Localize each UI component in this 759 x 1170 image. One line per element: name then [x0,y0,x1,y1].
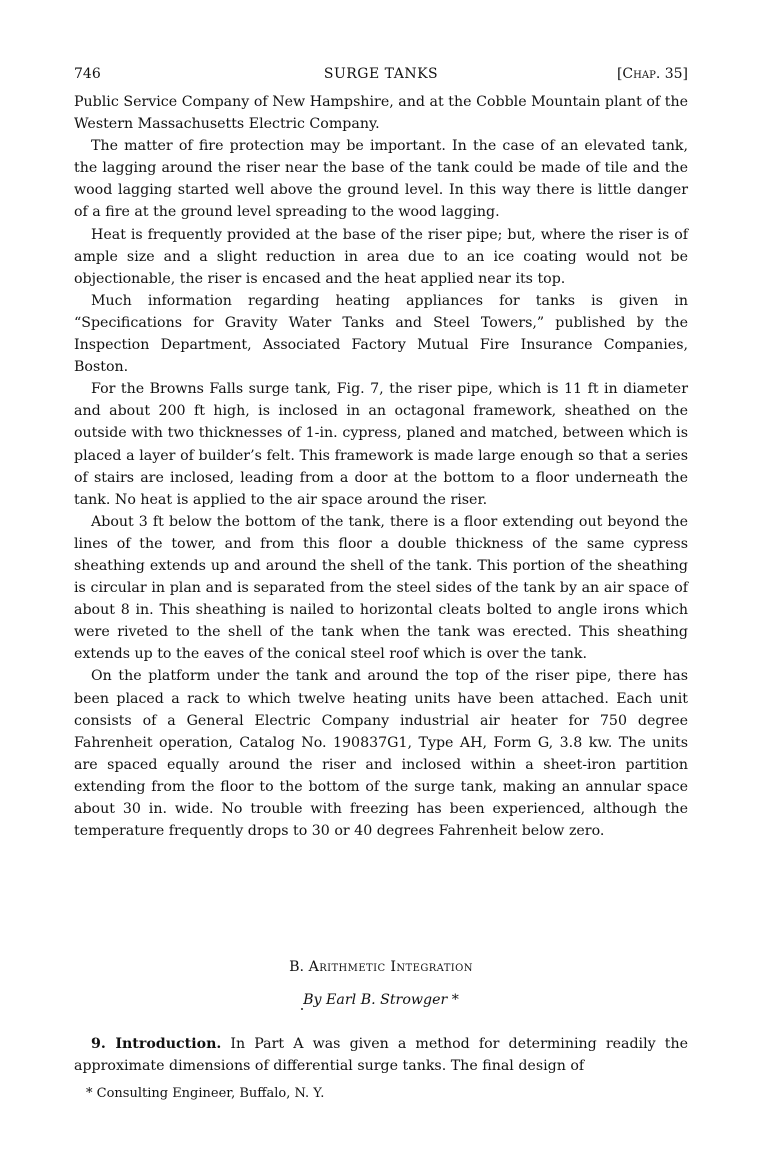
section-heading [74,959,688,975]
paragraph: Heat is frequently provided at the base of the riser pipe; but, where the riser is of ample size and a slight reduction in area due to an ice coating would not be objectionable, the riser is encased and the heat applied near its top. [74,226,688,287]
intro-heading: 9. Introduction. [91,1036,222,1052]
running-head [74,66,688,88]
footnote: * Consulting Engineer, Buffalo, N. Y. [86,1086,325,1101]
body-text [74,91,688,842]
section-letter: B. [289,959,305,975]
author-byline: By Earl B. Strowger * [303,992,459,1008]
paragraph: Much information regarding heating appliances for tanks is given in “Specifications for Gravity Water Tanks and Steel Towers,” published by the Inspection Department, Associated Factory Mutual Fire Insurance Companies, Boston. [74,292,688,376]
running-title: SURGE TANKS [323,66,439,82]
intro-text: In Part A was given a method for determining readily the approximate dimensions of differential surge tanks. The final design of [74,1036,688,1075]
page-number: 746 [74,66,101,82]
paragraph: Public Service Company of New Hampshire, and at the Cobble Mountain plant of the Western Massachusetts Electric Company. [74,94,688,133]
paragraph: On the platform under the tank and around the top of the riser pipe, there has been placed a rack to which twelve heating units have been attached. Each unit consists of a General Electric Company industrial air heater for 750 degree Fahrenheit operation, Catalog No. 190837G1, Type AH, Form G, 3.8 kw. The units are spaced equally around the riser and inclosed within a sheet-iron partition extending from the floor to the bottom of the surge tank, making an annular space about 30 in. wide. No trouble with freezing has been experienced, although the temperature frequently drops to 30 or 40 degrees Fahrenheit below zero. [74,668,688,840]
intro-paragraph [74,1033,688,1077]
chapter-label: [Chap. 35] [616,66,688,82]
paragraph: For the Browns Falls surge tank, Fig. 7, the riser pipe, which is 11 ft in diameter and about 200 ft high, is inclosed in an octagonal framework, sheathed on the outside with two thicknesses of 1-in. cypress, planed and matched, between which is placed a layer of builder’s felt. This framework is made large enough so that a series of stairs are inclosed, leading from a door at the bottom to a floor underneath the tank. No heat is applied to the air space around the riser. [74,381,688,508]
stray-dot [301,1008,303,1010]
page [74,66,688,1101]
paragraph: The matter of fire protection may be important. In the case of an elevated tank, the lagging around the riser near the base of the tank could be made of tile and the wood lagging started well above the ground level. In this way there is little danger of a fire at the ground level spreading to the wood lagging. [74,138,688,221]
section-title: Arithmetic Integration [308,959,473,975]
paragraph: About 3 ft below the bottom of the tank, there is a floor extending out beyond the lines of the tower, and from this floor a double thickness of the same cypress sheathing extends up and around the shell of the tank. This portion of the sheathing is circular in plan and is separated from the steel sides of the tank by an air space of about 8 in. This sheathing is nailed to horizontal cleats bolted to angle irons which were riveted to the shell of the tank when the tank was erected. This sheathing extends up to the eaves of the conical steel roof which is over the tank. [74,513,688,663]
